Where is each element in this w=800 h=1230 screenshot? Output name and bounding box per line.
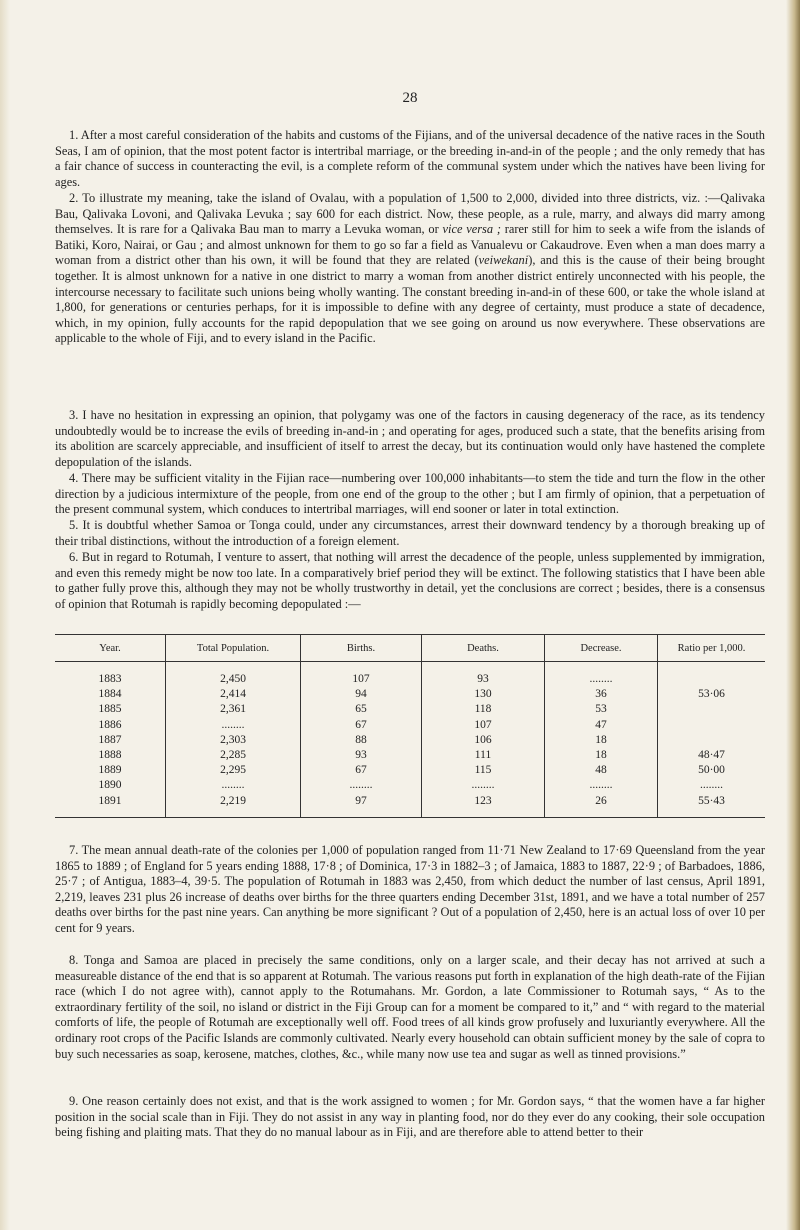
cell-deaths: 111 [422, 748, 545, 763]
paragraph-5 [55, 518, 765, 549]
paragraph-3-text: 3. I have no hesitation in expressing an opinion, that polygamy was one of the factors in causing degeneracy of the race, as its tendency undoubtedly would be to increase the evils of breeding in-and-in ; and operating for ages, produced such a state, that the benefits arising from its abolition are scarcely appreciable, and insufficient of itself to arrest the decay, but its continuation would only have hastened the complete depopulation of the islands. [55, 408, 765, 469]
cell-decrease: ........ [545, 662, 658, 688]
table-row [55, 748, 765, 763]
rotumah-statistics-table [55, 634, 765, 818]
cell-year: 1891 [98, 794, 122, 807]
cell-year: 1884 [98, 688, 122, 701]
paragraph-4-text: 4. There may be sufficient vitality in the Fijian race—numbering over 100,000 inhabitants—to stem the tide and turn the flow in the other direction by a judicious intermixture of the people, from one end of the group to the other ; but I am firmly of opinion, that a perpetuation of the present communal system, which conduces to intertribal marriages, will end sooner or later in total extinction. [55, 471, 765, 517]
cell-year: 1883 [98, 673, 122, 685]
table-row [55, 778, 765, 793]
cell-births: 93 [301, 748, 422, 763]
cell-ratio: 55·43 [658, 794, 766, 818]
cell-births: 97 [301, 794, 422, 818]
cell-population: ........ [166, 718, 301, 733]
cell-deaths: 118 [422, 702, 545, 717]
cell-ratio [658, 733, 766, 748]
cell-population: ........ [166, 778, 301, 793]
cell-population: 2,295 [166, 763, 301, 778]
paragraph-8 [55, 953, 765, 1062]
cell-ratio [658, 662, 766, 688]
page-edge-left [0, 0, 10, 1230]
table-row [55, 733, 765, 748]
paragraph-2 [55, 191, 765, 347]
cell-decrease: 18 [545, 733, 658, 748]
cell-decrease: 47 [545, 718, 658, 733]
table-row [55, 763, 765, 778]
cell-deaths: 107 [422, 718, 545, 733]
paragraph-7 [55, 843, 765, 937]
table-header-row [55, 635, 765, 662]
cell-decrease: 36 [545, 687, 658, 702]
cell-population: 2,361 [166, 702, 301, 717]
table-row [55, 662, 765, 688]
cell-year: 1886 [98, 718, 122, 731]
header-total-population: Total Population. [166, 635, 301, 662]
paragraph-1-text: 1. After a most careful consideration of the habits and customs of the Fijians, and of the universal decadence of the native races in the South Seas, I am of opinion, that the most potent factor is intertribal marriage, or the breeding in-and-in of the people ; and the only remedy that has a fair chance of success in counteracting the evil, is a complete reform of the communal system under which the natives have been living for ages. [55, 128, 765, 189]
cell-decrease: ........ [545, 778, 658, 793]
paragraph-3 [55, 408, 765, 470]
cell-decrease: 53 [545, 702, 658, 717]
cell-deaths: 115 [422, 763, 545, 778]
cell-population: 2,285 [166, 748, 301, 763]
cell-population: 2,414 [166, 687, 301, 702]
cell-ratio: 50·00 [658, 763, 766, 778]
cell-births: 94 [301, 687, 422, 702]
paragraph-2-italic-a: vice versa ; [442, 222, 501, 237]
cell-deaths: 123 [422, 794, 545, 818]
cell-ratio: ........ [658, 778, 766, 793]
table-row [55, 702, 765, 717]
cell-deaths: 130 [422, 687, 545, 702]
header-deaths: Deaths. [422, 635, 545, 662]
cell-decrease: 18 [545, 748, 658, 763]
header-births: Births. [301, 635, 422, 662]
cell-population: 2,219 [166, 794, 301, 818]
cell-population: 2,450 [166, 662, 301, 688]
paragraph-6 [55, 550, 765, 612]
cell-ratio: 53·06 [658, 687, 766, 702]
table-row [55, 794, 765, 818]
paragraph-5-text: 5. It is doubtful whether Samoa or Tonga could, under any circumstances, arrest their downward tendency by a thorough breaking up of their tribal distinctions, without the introduction of a foreign element. [55, 518, 765, 548]
paragraph-1 [55, 128, 765, 190]
paragraph-9 [55, 1094, 765, 1141]
paragraph-2-text-b: rarer still for him to seek a wife from the islands of Batiki, Koro, Nairai, or Gau ; and almost unknown for them to go so far a field as Vanualevu or Cakaudrove. Even when a man does marry a woman from a district other than his own, it will be found that they are related ( [55, 222, 766, 268]
cell-deaths: ........ [422, 778, 545, 793]
cell-year: 1885 [98, 703, 122, 716]
table-row [55, 718, 765, 733]
paragraph-8-text: 8. Tonga and Samoa are placed in precisely the same conditions, only on a larger scale, and their decay has not arrived at such a measureable distance of the end that is so apparent at Rotumah. The various reasons put forth in explanation of the high death-rate of the Fijian race (which I do not agree with), cannot apply to the Rotumahans. Mr. Gordon, a late Commissioner to Rotumah says, “ As to the extraordinary fertility of the soil, no island or district in the Fiji Group can for a moment be compared to it,” and “ with regard to the material comforts of life, the people of Rotumah are exceptionally well off. Food trees of all kinds grow profusely and luxuriantly everywhere. All the ordinary root crops of the Pacific Islands are commonly cultivated. Nearly every household can obtain sufficient money by the sale of copra to buy such necessaries as soap, kerosene, matches, clothes, &c., while many now use tea and sugar as well as tinned provisions.” [55, 953, 765, 1061]
cell-births: 67 [301, 718, 422, 733]
paragraph-7-text: 7. The mean annual death-rate of the colonies per 1,000 of population ranged from 11·71 New Zealand to 17·69 Queensland from the year 1865 to 1889 ; of England for 5 years ending 1888, 17·8 ; of Dominica, 17·3 in 1882–3 ; of Jamaica, 1883 to 1887, 22·9 ; of Barbadoes, 1886, 25·7 ; of Antigua, 1883–4, 39·5. The population of Rotumah in 1883 was 2,450, from which deduct the number of last census, April 1891, 2,219, leaves 231 plus 26 increase of deaths over births for the three quarters ending December 31st, 1891, and we have a total number of 257 deaths over births for the past nine years. Can anything be more significant ? Out of a population of 2,450, here is an actual loss of over 10 per cent for 9 years. [55, 843, 765, 935]
cell-year: 1889 [98, 764, 122, 777]
cell-year: 1890 [98, 779, 122, 792]
page-edge-shadow [786, 0, 800, 1230]
paragraph-2-italic-b: veiwekani [478, 253, 529, 268]
paragraph-6-text: 6. But in regard to Rotumah, I venture to assert, that nothing will arrest the decadence of the people, unless supplemented by immigration, and even this remedy might be now too late. In a comparatively brief period they will be extinct. The following statistics that I have been able to gather fully prove this, although they may not be wholly trustworthy in detail, yet the conclusions are correct ; besides, there is a consensus of opinion that Rotumah is rapidly becoming depopulated :— [55, 550, 765, 611]
cell-births: 67 [301, 763, 422, 778]
page-number: 28 [402, 90, 418, 106]
cell-births: 107 [301, 662, 422, 688]
cell-population: 2,303 [166, 733, 301, 748]
cell-decrease: 48 [545, 763, 658, 778]
cell-deaths: 93 [422, 662, 545, 688]
cell-ratio [658, 718, 766, 733]
cell-births: 88 [301, 733, 422, 748]
paragraph-2-text-c: ), and this is the cause of their being brought together. It is almost unknown for a native in one district to marry a woman from another district entirely unconnected with his people, the intercourse necessary to facilitate such unions being wholly wanting. The constant breeding in-and-in of these 600, or take the whole island at 1,800, for generations or centuries perhaps, for it is impossible to define with any degree of certainty, must produce a state of decadence, which, in my opinion, fully accounts for the rapid depopulation that we see going on around us now everywhere. These observations are applicable to the whole of Fiji, and to every island in the Pacific. [55, 253, 766, 346]
cell-decrease: 26 [545, 794, 658, 818]
header-decrease: Decrease. [545, 635, 658, 662]
header-year: Year. [55, 635, 166, 662]
header-ratio: Ratio per 1,000. [658, 635, 766, 662]
cell-year: 1887 [98, 733, 122, 746]
paragraph-2-text-a: 2. To illustrate my meaning, take the island of Ovalau, with a population of 1,500 to 2,000, divided into three districts, viz. :—Qalivaka Bau, Qalivaka Lovoni, and Qalivaka Levuka ; say 600 for each district. Now, these people, as a rule, marry, and always did marry among themselves. It is rare for a Qalivaka Bau man to marry a Levuka woman, or [55, 191, 765, 237]
table-row [55, 687, 765, 702]
cell-ratio [658, 702, 766, 717]
paragraph-9-text: 9. One reason certainly does not exist, and that is the work assigned to women ; for Mr. Gordon says, “ that the women have a far higher position in the social scale than in Fiji. They do not assist in any way in planting food, nor do they ever do any cooking, their sole occupation being fishing and plaiting mats. That they do no manual labour as in Fiji, and are therefore able to attend better to their [55, 1094, 765, 1140]
cell-births: 65 [301, 702, 422, 717]
cell-deaths: 106 [422, 733, 545, 748]
cell-ratio: 48·47 [658, 748, 766, 763]
paragraph-4 [55, 471, 765, 518]
cell-year: 1888 [98, 749, 122, 762]
cell-births: ........ [301, 778, 422, 793]
